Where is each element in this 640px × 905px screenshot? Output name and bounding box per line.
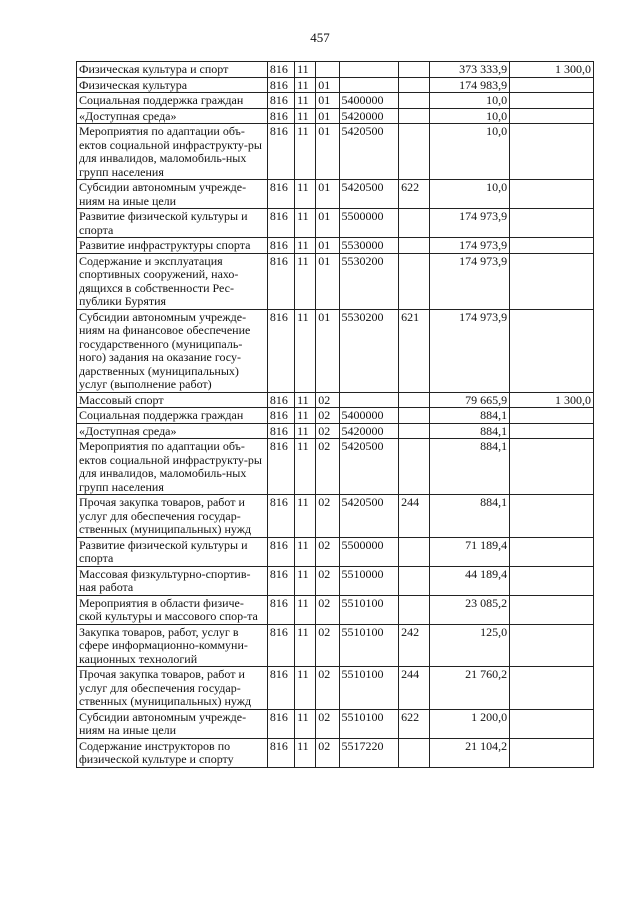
amount-cell: 125,0: [430, 624, 510, 667]
table-row: [77, 62, 594, 78]
amount-cell: 10,0: [430, 93, 510, 109]
table-row: [77, 392, 594, 408]
budget-table-body: [77, 62, 594, 768]
row-name-cell: Физическая культура и спорт: [77, 62, 268, 78]
section-cell: 11: [295, 77, 316, 93]
target-article-cell: 5510000: [339, 566, 399, 595]
row-name-cell: «Доступная среда»: [77, 423, 268, 439]
table-row: [77, 309, 594, 392]
expense-type-cell: [399, 108, 430, 124]
target-article-cell: 5530000: [339, 238, 399, 254]
ministry-code-cell: 816: [267, 439, 294, 495]
table-row: [77, 495, 594, 538]
expense-type-cell: [399, 408, 430, 424]
expense-type-cell: [399, 392, 430, 408]
table-row: [77, 408, 594, 424]
target-article-cell: 5400000: [339, 408, 399, 424]
subsection-cell: 01: [316, 209, 339, 238]
subsection-cell: 02: [316, 624, 339, 667]
row-name-cell: Массовая физкультурно-спортив-ная работа: [77, 566, 268, 595]
target-article-cell: [339, 62, 399, 78]
table-row: [77, 667, 594, 710]
expense-type-cell: [399, 238, 430, 254]
subsection-cell: 01: [316, 93, 339, 109]
row-name-cell: Субсидии автономным учрежде-ниям на иные цели: [77, 709, 268, 738]
amount-cell: 10,0: [430, 180, 510, 209]
ministry-code-cell: 816: [267, 124, 294, 180]
amount-subvention-cell: [510, 238, 594, 254]
row-name-cell: Субсидии автономным учрежде-ниям на иные цели: [77, 180, 268, 209]
amount-subvention-cell: [510, 309, 594, 392]
expense-type-cell: [399, 209, 430, 238]
table-row: [77, 253, 594, 309]
amount-cell: 44 189,4: [430, 566, 510, 595]
ministry-code-cell: 816: [267, 738, 294, 767]
ministry-code-cell: 816: [267, 537, 294, 566]
target-article-cell: 5530200: [339, 253, 399, 309]
amount-subvention-cell: [510, 495, 594, 538]
section-cell: 11: [295, 408, 316, 424]
table-row: [77, 93, 594, 109]
amount-subvention-cell: [510, 108, 594, 124]
row-name-cell: Мероприятия в области физиче-ской культуры и массового спор-та: [77, 595, 268, 624]
amount-cell: 174 973,9: [430, 238, 510, 254]
subsection-cell: 01: [316, 108, 339, 124]
amount-subvention-cell: [510, 408, 594, 424]
ministry-code-cell: 816: [267, 180, 294, 209]
subsection-cell: 01: [316, 309, 339, 392]
amount-subvention-cell: [510, 209, 594, 238]
amount-subvention-cell: 1 300,0: [510, 392, 594, 408]
target-article-cell: 5500000: [339, 537, 399, 566]
amount-subvention-cell: [510, 253, 594, 309]
subsection-cell: 01: [316, 77, 339, 93]
ministry-code-cell: 816: [267, 709, 294, 738]
row-name-cell: Содержание и эксплуатация спортивных сооружений, нахо-дящихся в собственности Рес-публики Бурятия: [77, 253, 268, 309]
amount-cell: 884,1: [430, 408, 510, 424]
section-cell: 11: [295, 439, 316, 495]
target-article-cell: 5400000: [339, 93, 399, 109]
amount-subvention-cell: [510, 667, 594, 710]
subsection-cell: 01: [316, 180, 339, 209]
amount-cell: 1 200,0: [430, 709, 510, 738]
row-name-cell: Закупка товаров, работ, услуг в сфере информационно-коммуни-кационных технологий: [77, 624, 268, 667]
table-row: [77, 238, 594, 254]
target-article-cell: 5510100: [339, 624, 399, 667]
target-article-cell: 5420500: [339, 439, 399, 495]
table-row: [77, 709, 594, 738]
amount-subvention-cell: [510, 439, 594, 495]
section-cell: 11: [295, 93, 316, 109]
table-row: [77, 209, 594, 238]
amount-cell: 174 983,9: [430, 77, 510, 93]
table-row: [77, 180, 594, 209]
ministry-code-cell: 816: [267, 238, 294, 254]
target-article-cell: 5517220: [339, 738, 399, 767]
target-article-cell: 5510100: [339, 595, 399, 624]
table-row: [77, 566, 594, 595]
amount-cell: 884,1: [430, 439, 510, 495]
amount-cell: 10,0: [430, 124, 510, 180]
section-cell: 11: [295, 108, 316, 124]
subsection-cell: [316, 62, 339, 78]
section-cell: 11: [295, 423, 316, 439]
subsection-cell: 02: [316, 738, 339, 767]
expense-type-cell: 242: [399, 624, 430, 667]
row-name-cell: Физическая культура: [77, 77, 268, 93]
target-article-cell: 5500000: [339, 209, 399, 238]
row-name-cell: Субсидии автономным учрежде-ниям на финансовое обеспечение государственного (муниципаль-ного) задания на оказание госу-дарственных (муниципальных) услуг (выполнение работ): [77, 309, 268, 392]
target-article-cell: [339, 77, 399, 93]
section-cell: 11: [295, 566, 316, 595]
target-article-cell: 5420000: [339, 108, 399, 124]
ministry-code-cell: 816: [267, 667, 294, 710]
table-row: [77, 595, 594, 624]
ministry-code-cell: 816: [267, 309, 294, 392]
section-cell: 11: [295, 595, 316, 624]
amount-cell: 23 085,2: [430, 595, 510, 624]
row-name-cell: Развитие физической культуры и спорта: [77, 537, 268, 566]
row-name-cell: Мероприятия по адаптации объ-ектов социальной инфраструкту-ры для инвалидов, маломобиль-ных групп населения: [77, 124, 268, 180]
subsection-cell: 02: [316, 595, 339, 624]
ministry-code-cell: 816: [267, 77, 294, 93]
expense-type-cell: 244: [399, 495, 430, 538]
amount-cell: 79 665,9: [430, 392, 510, 408]
section-cell: 11: [295, 253, 316, 309]
amount-subvention-cell: [510, 709, 594, 738]
subsection-cell: 02: [316, 392, 339, 408]
ministry-code-cell: 816: [267, 408, 294, 424]
target-article-cell: 5420000: [339, 423, 399, 439]
table-row: [77, 124, 594, 180]
ministry-code-cell: 816: [267, 108, 294, 124]
amount-subvention-cell: [510, 595, 594, 624]
target-article-cell: 5530200: [339, 309, 399, 392]
section-cell: 11: [295, 667, 316, 710]
subsection-cell: 02: [316, 423, 339, 439]
table-row: [77, 423, 594, 439]
section-cell: 11: [295, 392, 316, 408]
section-cell: 11: [295, 309, 316, 392]
row-name-cell: Развитие физической культуры и спорта: [77, 209, 268, 238]
table-row: [77, 738, 594, 767]
amount-cell: 174 973,9: [430, 309, 510, 392]
amount-subvention-cell: 1 300,0: [510, 62, 594, 78]
amount-cell: 174 973,9: [430, 209, 510, 238]
amount-cell: 10,0: [430, 108, 510, 124]
expense-type-cell: 622: [399, 180, 430, 209]
row-name-cell: Прочая закупка товаров, работ и услуг для обеспечения государ-ственных (муниципальных) нужд: [77, 495, 268, 538]
ministry-code-cell: 816: [267, 423, 294, 439]
subsection-cell: 02: [316, 439, 339, 495]
row-name-cell: Содержание инструкторов по физической культуре и спорту: [77, 738, 268, 767]
ministry-code-cell: 816: [267, 253, 294, 309]
amount-subvention-cell: [510, 180, 594, 209]
amount-subvention-cell: [510, 124, 594, 180]
subsection-cell: 01: [316, 238, 339, 254]
expense-type-cell: [399, 124, 430, 180]
expense-type-cell: 244: [399, 667, 430, 710]
amount-cell: 21 760,2: [430, 667, 510, 710]
table-row: [77, 537, 594, 566]
expense-type-cell: [399, 738, 430, 767]
amount-cell: 884,1: [430, 495, 510, 538]
expense-type-cell: [399, 77, 430, 93]
ministry-code-cell: 816: [267, 624, 294, 667]
ministry-code-cell: 816: [267, 62, 294, 78]
expense-type-cell: [399, 423, 430, 439]
target-article-cell: 5420500: [339, 495, 399, 538]
section-cell: 11: [295, 624, 316, 667]
table-row: [77, 77, 594, 93]
section-cell: 11: [295, 180, 316, 209]
ministry-code-cell: 816: [267, 93, 294, 109]
budget-table: [76, 61, 594, 768]
expense-type-cell: 622: [399, 709, 430, 738]
target-article-cell: 5420500: [339, 180, 399, 209]
subsection-cell: 02: [316, 667, 339, 710]
row-name-cell: Социальная поддержка граждан: [77, 408, 268, 424]
row-name-cell: Массовый спорт: [77, 392, 268, 408]
subsection-cell: 01: [316, 124, 339, 180]
subsection-cell: 01: [316, 253, 339, 309]
amount-subvention-cell: [510, 93, 594, 109]
ministry-code-cell: 816: [267, 495, 294, 538]
expense-type-cell: [399, 537, 430, 566]
page-number: 457: [310, 30, 330, 45]
target-article-cell: 5510100: [339, 709, 399, 738]
expense-type-cell: [399, 595, 430, 624]
ministry-code-cell: 816: [267, 595, 294, 624]
row-name-cell: Социальная поддержка граждан: [77, 93, 268, 109]
ministry-code-cell: 816: [267, 392, 294, 408]
amount-subvention-cell: [510, 566, 594, 595]
amount-cell: 174 973,9: [430, 253, 510, 309]
expense-type-cell: [399, 439, 430, 495]
expense-type-cell: [399, 253, 430, 309]
row-name-cell: Прочая закупка товаров, работ и услуг для обеспечения государ-ственных (муниципальных) нужд: [77, 667, 268, 710]
section-cell: 11: [295, 62, 316, 78]
table-row: [77, 624, 594, 667]
amount-cell: 21 104,2: [430, 738, 510, 767]
ministry-code-cell: 816: [267, 566, 294, 595]
subsection-cell: 02: [316, 537, 339, 566]
target-article-cell: 5420500: [339, 124, 399, 180]
amount-cell: 71 189,4: [430, 537, 510, 566]
amount-cell: 373 333,9: [430, 62, 510, 78]
section-cell: 11: [295, 495, 316, 538]
target-article-cell: [339, 392, 399, 408]
section-cell: 11: [295, 124, 316, 180]
amount-subvention-cell: [510, 77, 594, 93]
subsection-cell: 02: [316, 566, 339, 595]
row-name-cell: «Доступная среда»: [77, 108, 268, 124]
amount-subvention-cell: [510, 537, 594, 566]
row-name-cell: Развитие инфраструктуры спорта: [77, 238, 268, 254]
amount-subvention-cell: [510, 423, 594, 439]
expense-type-cell: [399, 62, 430, 78]
expense-type-cell: [399, 566, 430, 595]
ministry-code-cell: 816: [267, 209, 294, 238]
section-cell: 11: [295, 238, 316, 254]
amount-subvention-cell: [510, 624, 594, 667]
subsection-cell: 02: [316, 408, 339, 424]
section-cell: 11: [295, 709, 316, 738]
row-name-cell: Мероприятия по адаптации объ-ектов социальной инфраструкту-ры для инвалидов, маломобиль-ных групп населения: [77, 439, 268, 495]
target-article-cell: 5510100: [339, 667, 399, 710]
section-cell: 11: [295, 209, 316, 238]
table-row: [77, 439, 594, 495]
amount-cell: 884,1: [430, 423, 510, 439]
section-cell: 11: [295, 738, 316, 767]
expense-type-cell: [399, 93, 430, 109]
amount-subvention-cell: [510, 738, 594, 767]
section-cell: 11: [295, 537, 316, 566]
table-row: [77, 108, 594, 124]
expense-type-cell: 621: [399, 309, 430, 392]
subsection-cell: 02: [316, 495, 339, 538]
subsection-cell: 02: [316, 709, 339, 738]
